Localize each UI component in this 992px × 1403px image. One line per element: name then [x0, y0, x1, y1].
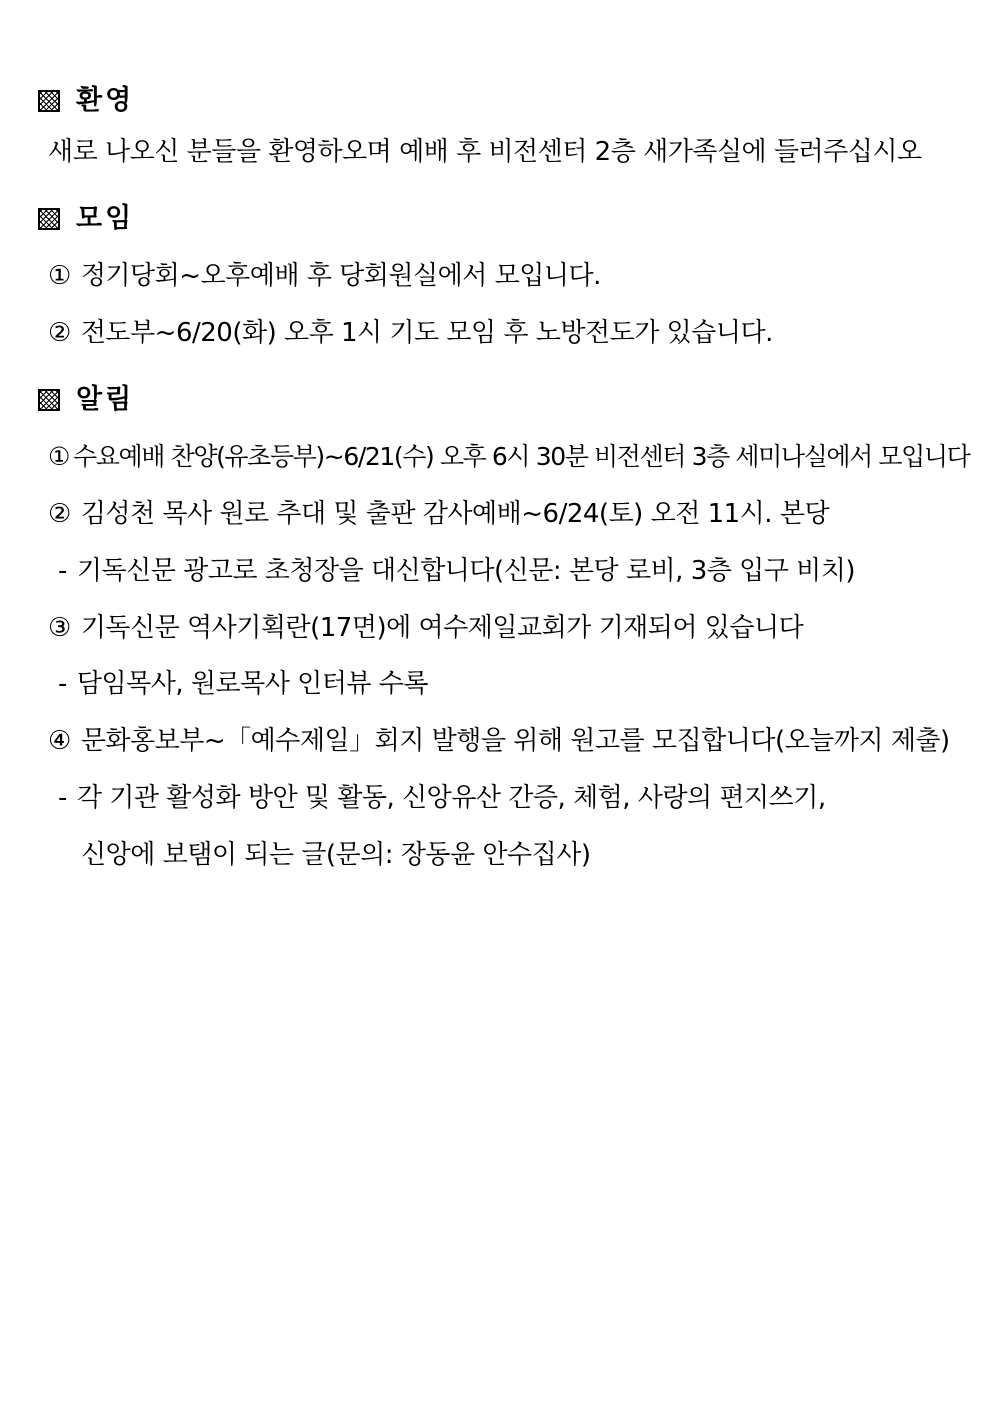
item-text: 기독신문 역사기획란(17면)에 여수제일교회가 기재되어 있습니다: [80, 613, 804, 643]
item-text: 정기당회~오후예배 후 당회원실에서 모입니다.: [80, 261, 601, 291]
item-text: 수요예배 찬양(유초등부)~6/21(수) 오후 6시 30분 비전센터 3층 세미나실에서 모입니다: [73, 442, 970, 471]
item-number: ①: [48, 261, 71, 291]
item-text: 담임목사, 원로목사 인터뷰 수록: [76, 669, 428, 699]
item-number: ②: [48, 499, 71, 529]
notice-item: [48, 611, 803, 645]
item-number: ④: [48, 726, 71, 756]
hatched-box-icon: [38, 90, 60, 112]
hatched-box-icon: [38, 208, 60, 230]
notice-subitem: [58, 781, 826, 815]
item-text: 문화홍보부~「예수제일」회지 발행을 위해 원고를 모집합니다(오늘까지 제출): [80, 726, 950, 756]
dash-marker: -: [58, 783, 67, 813]
notice-item: [48, 724, 950, 758]
notice-item: [48, 497, 829, 531]
dash-marker: -: [58, 669, 67, 699]
item-number: ①: [48, 442, 70, 471]
welcome-heading: [38, 84, 134, 118]
item-text: 김성천 목사 원로 추대 및 출판 감사예배~6/24(토) 오전 11시. 본당: [80, 499, 830, 529]
hatched-box-icon: [38, 389, 60, 411]
meeting-item: [48, 259, 601, 293]
item-text: 각 기관 활성화 방안 및 활동, 신앙유산 간증, 체험, 사랑의 편지쓰기,: [76, 783, 826, 813]
notice-subitem: [58, 667, 428, 701]
item-text: 신앙에 보탬이 되는 글(문의: 장동윤 안수집사): [81, 840, 591, 870]
notice-item: [48, 440, 969, 474]
notice-continuation: [81, 838, 590, 872]
item-number: ③: [48, 613, 71, 643]
meeting-title: 모임: [76, 203, 135, 234]
item-text: 전도부~6/20(화) 오후 1시 기도 모임 후 노방전도가 있습니다.: [80, 318, 773, 348]
notice-heading: [38, 383, 134, 417]
meeting-heading: [38, 202, 134, 236]
notice-subitem: [58, 554, 855, 588]
item-text: 기독신문 광고로 초청장을 대신합니다(신문: 본당 로비, 3층 입구 비치): [76, 556, 855, 586]
welcome-text: 새로 나오신 분들을 환영하오며 예배 후 비전센터 2층 새가족실에 들러주십시오: [48, 137, 922, 167]
meeting-item: [48, 316, 773, 350]
notice-title: 알림: [76, 384, 135, 415]
dash-marker: -: [58, 556, 67, 586]
welcome-title: 환영: [76, 85, 135, 116]
item-number: ②: [48, 318, 71, 348]
